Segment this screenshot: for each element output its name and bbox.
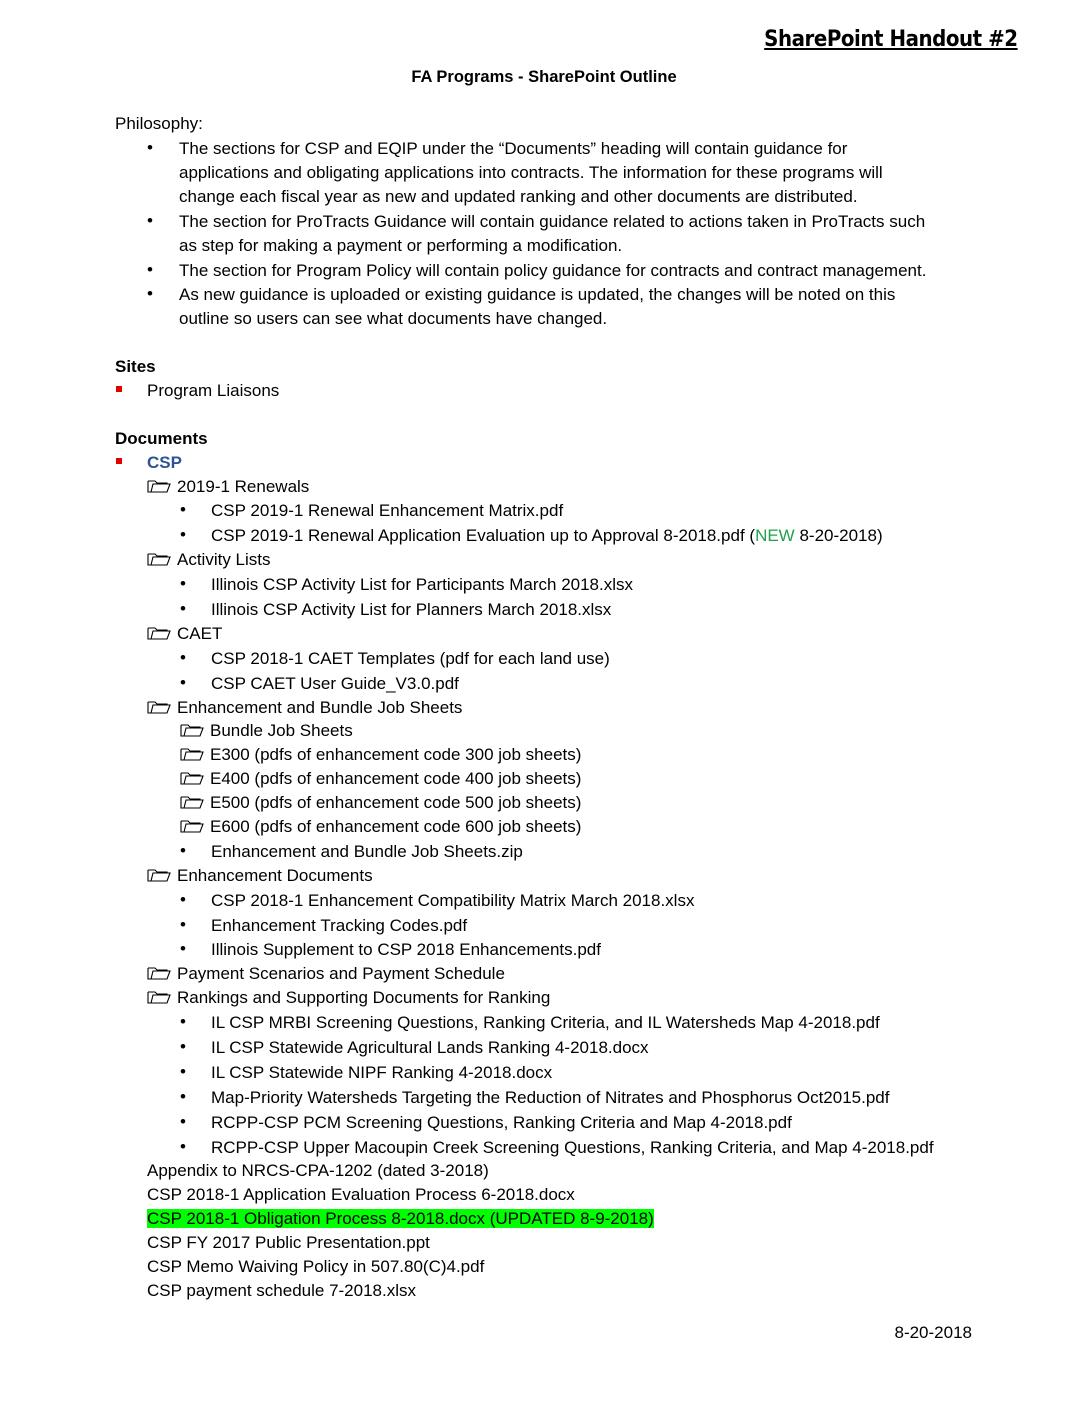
folder-label: E300 (pdfs of enhancement code 300 job sheets) — [210, 745, 582, 764]
folder-enhancement-bundle[interactable] — [147, 697, 462, 719]
csp-section-label[interactable]: CSP — [147, 453, 182, 472]
file-link[interactable]: Illinois CSP Activity List for Participants March 2018.xlsx — [211, 575, 634, 594]
file-link[interactable]: CSP FY 2017 Public Presentation.ppt — [147, 1233, 430, 1252]
site-link-program-liaisons[interactable]: Program Liaisons — [147, 381, 280, 400]
updated-highlight: CSP 2018-1 Obligation Process 8-2018.docx (UPDATED 8-9-2018) — [147, 1209, 654, 1228]
philosophy-line: As new guidance is uploaded or existing guidance is updated, the changes will be noted on this — [179, 285, 896, 304]
philosophy-label: Philosophy: — [115, 114, 203, 133]
philosophy-line: as step for making a payment or performing a modification. — [179, 236, 623, 255]
bullet: • — [180, 939, 186, 958]
file-link[interactable]: CSP 2018-1 Enhancement Compatibility Matrix March 2018.xlsx — [211, 891, 695, 910]
square-bullet-icon — [116, 386, 122, 392]
bullet: • — [180, 673, 186, 692]
folder-renewals[interactable] — [147, 476, 309, 498]
folder-label: Rankings and Supporting Documents for Ranking — [177, 988, 551, 1007]
folder-label: E500 (pdfs of enhancement code 500 job sheets) — [210, 793, 582, 812]
file-link[interactable]: IL CSP Statewide Agricultural Lands Ranking 4-2018.docx — [211, 1038, 649, 1057]
bullet: • — [147, 211, 153, 230]
folder-label: Payment Scenarios and Payment Schedule — [177, 964, 505, 983]
subfolder[interactable] — [180, 720, 353, 742]
folder-icon — [180, 771, 204, 785]
bullet: • — [180, 1037, 186, 1056]
bullet: • — [180, 915, 186, 934]
file-link[interactable]: IL CSP MRBI Screening Questions, Ranking Criteria, and IL Watersheds Map 4-2018.pdf — [211, 1013, 880, 1032]
footer-date: 8-20-2018 — [894, 1323, 972, 1342]
subfolder[interactable] — [180, 744, 581, 766]
philosophy-line: The section for Program Policy will contain policy guidance for contracts and contract management. — [179, 261, 927, 280]
file-name: CSP 2019-1 Renewal Application Evaluation up to Approval 8-2018.pdf ( — [211, 526, 756, 545]
bullet: • — [147, 284, 153, 303]
subfolder[interactable] — [180, 792, 581, 814]
bullet: • — [180, 890, 186, 909]
philosophy-line: The sections for CSP and EQIP under the “Documents” heading will contain guidance for — [179, 139, 848, 158]
page-title: FA Programs - SharePoint Outline — [411, 68, 677, 86]
folder-label: Enhancement and Bundle Job Sheets — [177, 698, 463, 717]
handout-label: SharePoint Handout #2 — [764, 27, 1018, 52]
file-link[interactable]: Enhancement and Bundle Job Sheets.zip — [211, 842, 523, 861]
file-link[interactable]: Illinois CSP Activity List for Planners March 2018.xlsx — [211, 600, 612, 619]
folder-label: E600 (pdfs of enhancement code 600 job sheets) — [210, 817, 582, 836]
file-link[interactable]: Map-Priority Watersheds Targeting the Reduction of Nitrates and Phosphorus Oct2015.pdf — [211, 1088, 890, 1107]
bullet: • — [180, 1137, 186, 1156]
folder-label: Bundle Job Sheets — [210, 721, 353, 740]
folder-icon — [147, 626, 171, 640]
folder-icon — [147, 552, 171, 566]
bullet: • — [180, 574, 186, 593]
bullet: • — [147, 260, 153, 279]
file-link[interactable]: CSP payment schedule 7-2018.xlsx — [147, 1281, 417, 1300]
new-badge: NEW — [755, 526, 795, 545]
philosophy-line: The section for ProTracts Guidance will contain guidance related to actions taken in ProTracts such — [179, 212, 926, 231]
bullet: • — [180, 599, 186, 618]
philosophy-line: change each fiscal year as new and updated ranking and other documents are distributed. — [179, 187, 858, 206]
sites-heading: Sites — [115, 357, 156, 376]
folder-enhancement-documents[interactable] — [147, 865, 373, 887]
folder-icon — [147, 700, 171, 714]
folder-icon — [180, 795, 204, 809]
file-link-updated[interactable] — [147, 1208, 654, 1230]
file-link[interactable]: CSP Memo Waiving Policy in 507.80(C)4.pdf — [147, 1257, 485, 1276]
file-link[interactable]: CSP 2018-1 Application Evaluation Process 6-2018.docx — [147, 1185, 575, 1204]
folder-activity-lists[interactable] — [147, 549, 271, 571]
subfolder[interactable] — [180, 816, 581, 838]
bullet: • — [180, 841, 186, 860]
file-link[interactable]: Appendix to NRCS-CPA-1202 (dated 3-2018) — [147, 1161, 489, 1180]
folder-icon — [147, 966, 171, 980]
file-link[interactable]: RCPP-CSP PCM Screening Questions, Ranking Criteria and Map 4-2018.pdf — [211, 1113, 792, 1132]
file-link[interactable] — [211, 525, 883, 547]
bullet: • — [180, 1112, 186, 1131]
folder-rankings[interactable] — [147, 987, 550, 1009]
folder-payment[interactable] — [147, 963, 505, 985]
bullet: • — [180, 1062, 186, 1081]
philosophy-line: outline so users can see what documents have changed. — [179, 309, 608, 328]
file-link[interactable]: CSP 2019-1 Renewal Enhancement Matrix.pdf — [211, 501, 564, 520]
bullet: • — [180, 1012, 186, 1031]
file-link[interactable]: CSP 2018-1 CAET Templates (pdf for each land use) — [211, 649, 610, 668]
file-link[interactable]: Enhancement Tracking Codes.pdf — [211, 916, 468, 935]
folder-label: Enhancement Documents — [177, 866, 373, 885]
folder-icon — [147, 479, 171, 493]
subfolder[interactable] — [180, 768, 581, 790]
folder-icon — [180, 723, 204, 737]
bullet: • — [180, 648, 186, 667]
file-link[interactable]: RCPP-CSP Upper Macoupin Creek Screening Questions, Ranking Criteria, and Map 4-2018.pdf — [211, 1138, 934, 1157]
new-date: 8-20-2018) — [794, 526, 883, 545]
file-link[interactable]: IL CSP Statewide NIPF Ranking 4-2018.docx — [211, 1063, 553, 1082]
folder-label: 2019-1 Renewals — [177, 477, 310, 496]
file-link[interactable]: Illinois Supplement to CSP 2018 Enhancements.pdf — [211, 940, 601, 959]
folder-icon — [180, 819, 204, 833]
philosophy-line: applications and obligating applications into contracts. The information for these programs will — [179, 163, 883, 182]
folder-label: E400 (pdfs of enhancement code 400 job sheets) — [210, 769, 582, 788]
folder-icon — [147, 990, 171, 1004]
folder-caet[interactable] — [147, 623, 222, 645]
documents-heading: Documents — [115, 429, 208, 448]
bullet: • — [180, 1087, 186, 1106]
folder-label: CAET — [177, 624, 223, 643]
folder-icon — [147, 868, 171, 882]
bullet: • — [180, 525, 186, 544]
folder-label: Activity Lists — [177, 550, 271, 569]
square-bullet-icon — [116, 458, 122, 464]
bullet: • — [180, 500, 186, 519]
folder-icon — [180, 747, 204, 761]
file-link[interactable]: CSP CAET User Guide_V3.0.pdf — [211, 674, 459, 693]
bullet: • — [147, 138, 153, 157]
